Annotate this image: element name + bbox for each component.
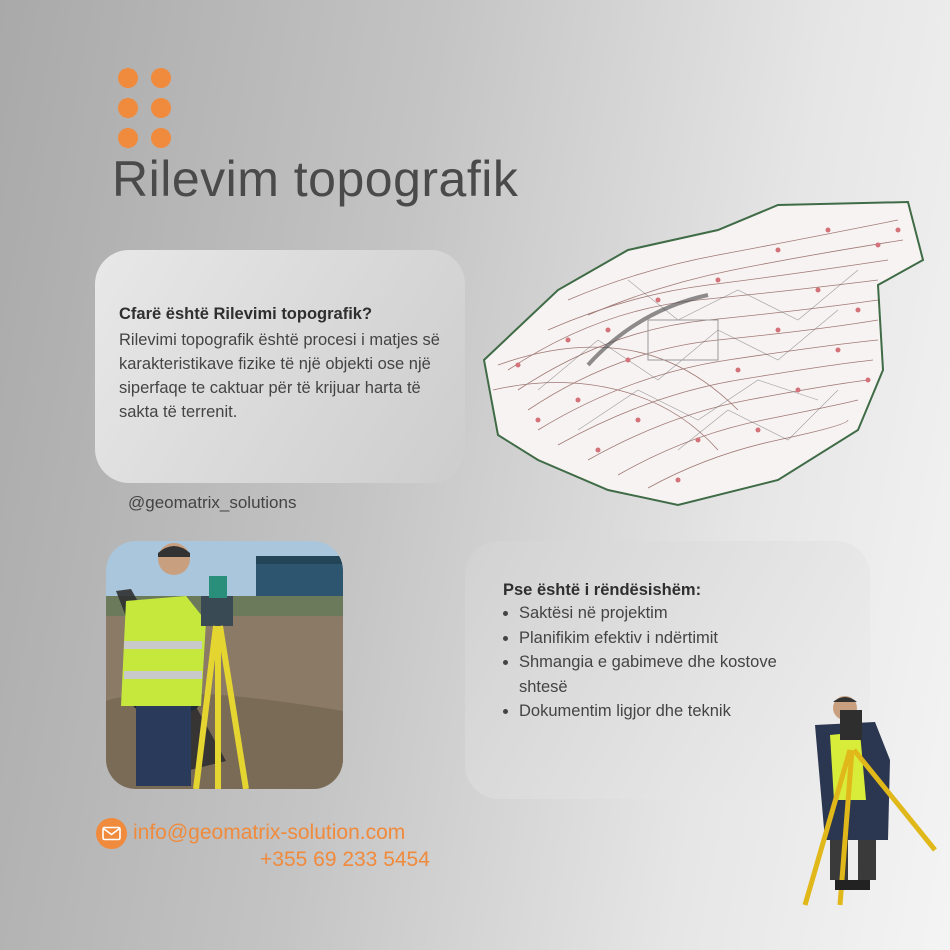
list-item: • Shmangia e gabimeve dhe kostove shtesë	[519, 650, 819, 699]
phone-link[interactable]: +355 69 233 5454	[260, 848, 430, 871]
decorative-dots	[118, 68, 172, 150]
page-title: Rilevim topografik	[112, 151, 519, 207]
list-item: • Saktësi në projektim	[519, 601, 819, 626]
importance-list	[495, 601, 819, 724]
intro-card	[95, 250, 465, 483]
email-link[interactable]: info@geomatrix-solution.com	[133, 821, 406, 844]
social-handle: @geomatrix_solutions	[128, 493, 297, 512]
topographic-map-image	[478, 190, 948, 510]
list-item: • Planifikim efektiv i ndërtimit	[519, 626, 819, 651]
surveyor-photo	[106, 541, 343, 789]
intro-answer: Rilevimi topografik është procesi i matjes së karakteristikave fizike të një objekti ose një siperfaqe te caktuar për të krijuar harta të sakta të terrenit.	[119, 331, 440, 421]
list-item: • Dokumentim ligjor dhe teknik	[519, 699, 819, 724]
surveyor-cutout-image	[800, 690, 940, 915]
mail-icon	[96, 818, 127, 849]
importance-heading: Pse është i rëndësishëm:	[503, 581, 702, 599]
intro-question: Cfarë është Rilevimi topografik?	[119, 305, 373, 323]
